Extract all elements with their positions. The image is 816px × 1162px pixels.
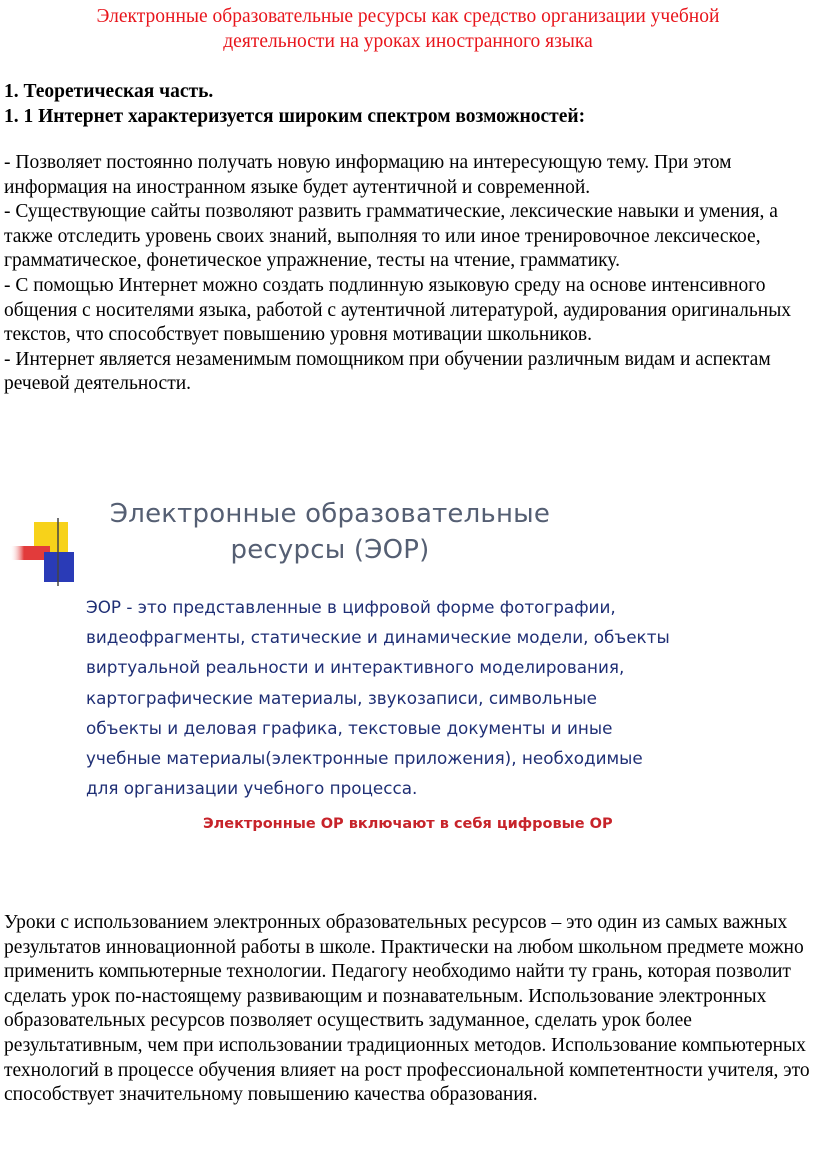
slide-title-line-1: Электронные образовательные xyxy=(109,499,551,529)
bullet-item: - Существующие сайты позволяют развить грамматические, лексические навыки и умения, а также отследить уровень своих знаний, выполняя то или иное тренировочное лексическое, грамматическое, фонетическое упражнение, тесты на чтение, грамматику. xyxy=(4,201,778,272)
section-heading-internet: 1. 1 Интернет характеризуется широким спектром возможностей: xyxy=(4,106,586,127)
bullet-list xyxy=(4,151,812,397)
document-title-line-1: Электронные образовательные ресурсы как средство организации учебной xyxy=(96,6,720,27)
slide-body-line: картографические материалы, звукозаписи, символьные xyxy=(86,687,597,708)
bullet-item: - С помощью Интернет можно создать подлинную языковую среду на основе интенсивного общения с носителями языка, работой с аутентичной литературой, аудирования оригинальных текстов, что способствует повышению уровня мотивации школьников. xyxy=(4,274,792,346)
slide-body-line: ЭОР - это представленные в цифровой форме фотографии, xyxy=(86,597,616,617)
slide-body-line: видеофрагменты, статические и динамические модели, объекты xyxy=(86,627,670,648)
slide-body-line: объекты и деловая графика, текстовые документы и иные xyxy=(86,717,613,738)
bullet-item: - Позволяет постоянно получать новую информацию на интересующую тему. При этом информация на иностранном языке будет аутентичной и современной. xyxy=(4,152,732,198)
document-title-line-2: деятельности на уроках иностранного языка xyxy=(223,31,593,52)
document-title xyxy=(0,4,816,54)
slide-body-line: учебные материалы(электронные приложения), необходимые xyxy=(86,748,643,769)
section-heading-theory: 1. Теоретическая часть. xyxy=(4,81,214,102)
blue-square-decoration xyxy=(44,552,74,582)
slide-body xyxy=(86,592,686,803)
slide-body-line: виртуальной реальности и интерактивного моделирования, xyxy=(86,657,625,678)
slide-footer: Электронные ОР включают в себя цифровые ОР xyxy=(203,816,613,832)
slide-title-line-2: ресурсы (ЭОР) xyxy=(230,535,430,565)
embedded-slide xyxy=(0,482,816,852)
bullet-item: - Интернет является незаменимым помощником при обучении различным видам и аспектам речевой деятельности. xyxy=(4,348,771,395)
closing-paragraph xyxy=(4,911,812,1108)
closing-paragraph-text: Уроки с использованием электронных образовательных ресурсов – это один из самых важных результатов инновационной работы в школе. Практически на любом школьном предмете можно применить компьютерные технологии. Педагогу необходимо найти ту грань, которая позволит сделать урок по-настоящему развивающим и познавательным. Использование электронных образовательных ресурсов позволяет осуществить задуманное, сделать урок более результативным, чем при использовании традиционных методов. Использование компьютерных технологий в процессе обучения влияет на рост профессиональной компетентности учителя, это способствует значительному повышению качества образования. xyxy=(4,912,810,1106)
slide-title xyxy=(100,496,560,568)
slide-body-line: для организации учебного процесса. xyxy=(86,778,418,799)
